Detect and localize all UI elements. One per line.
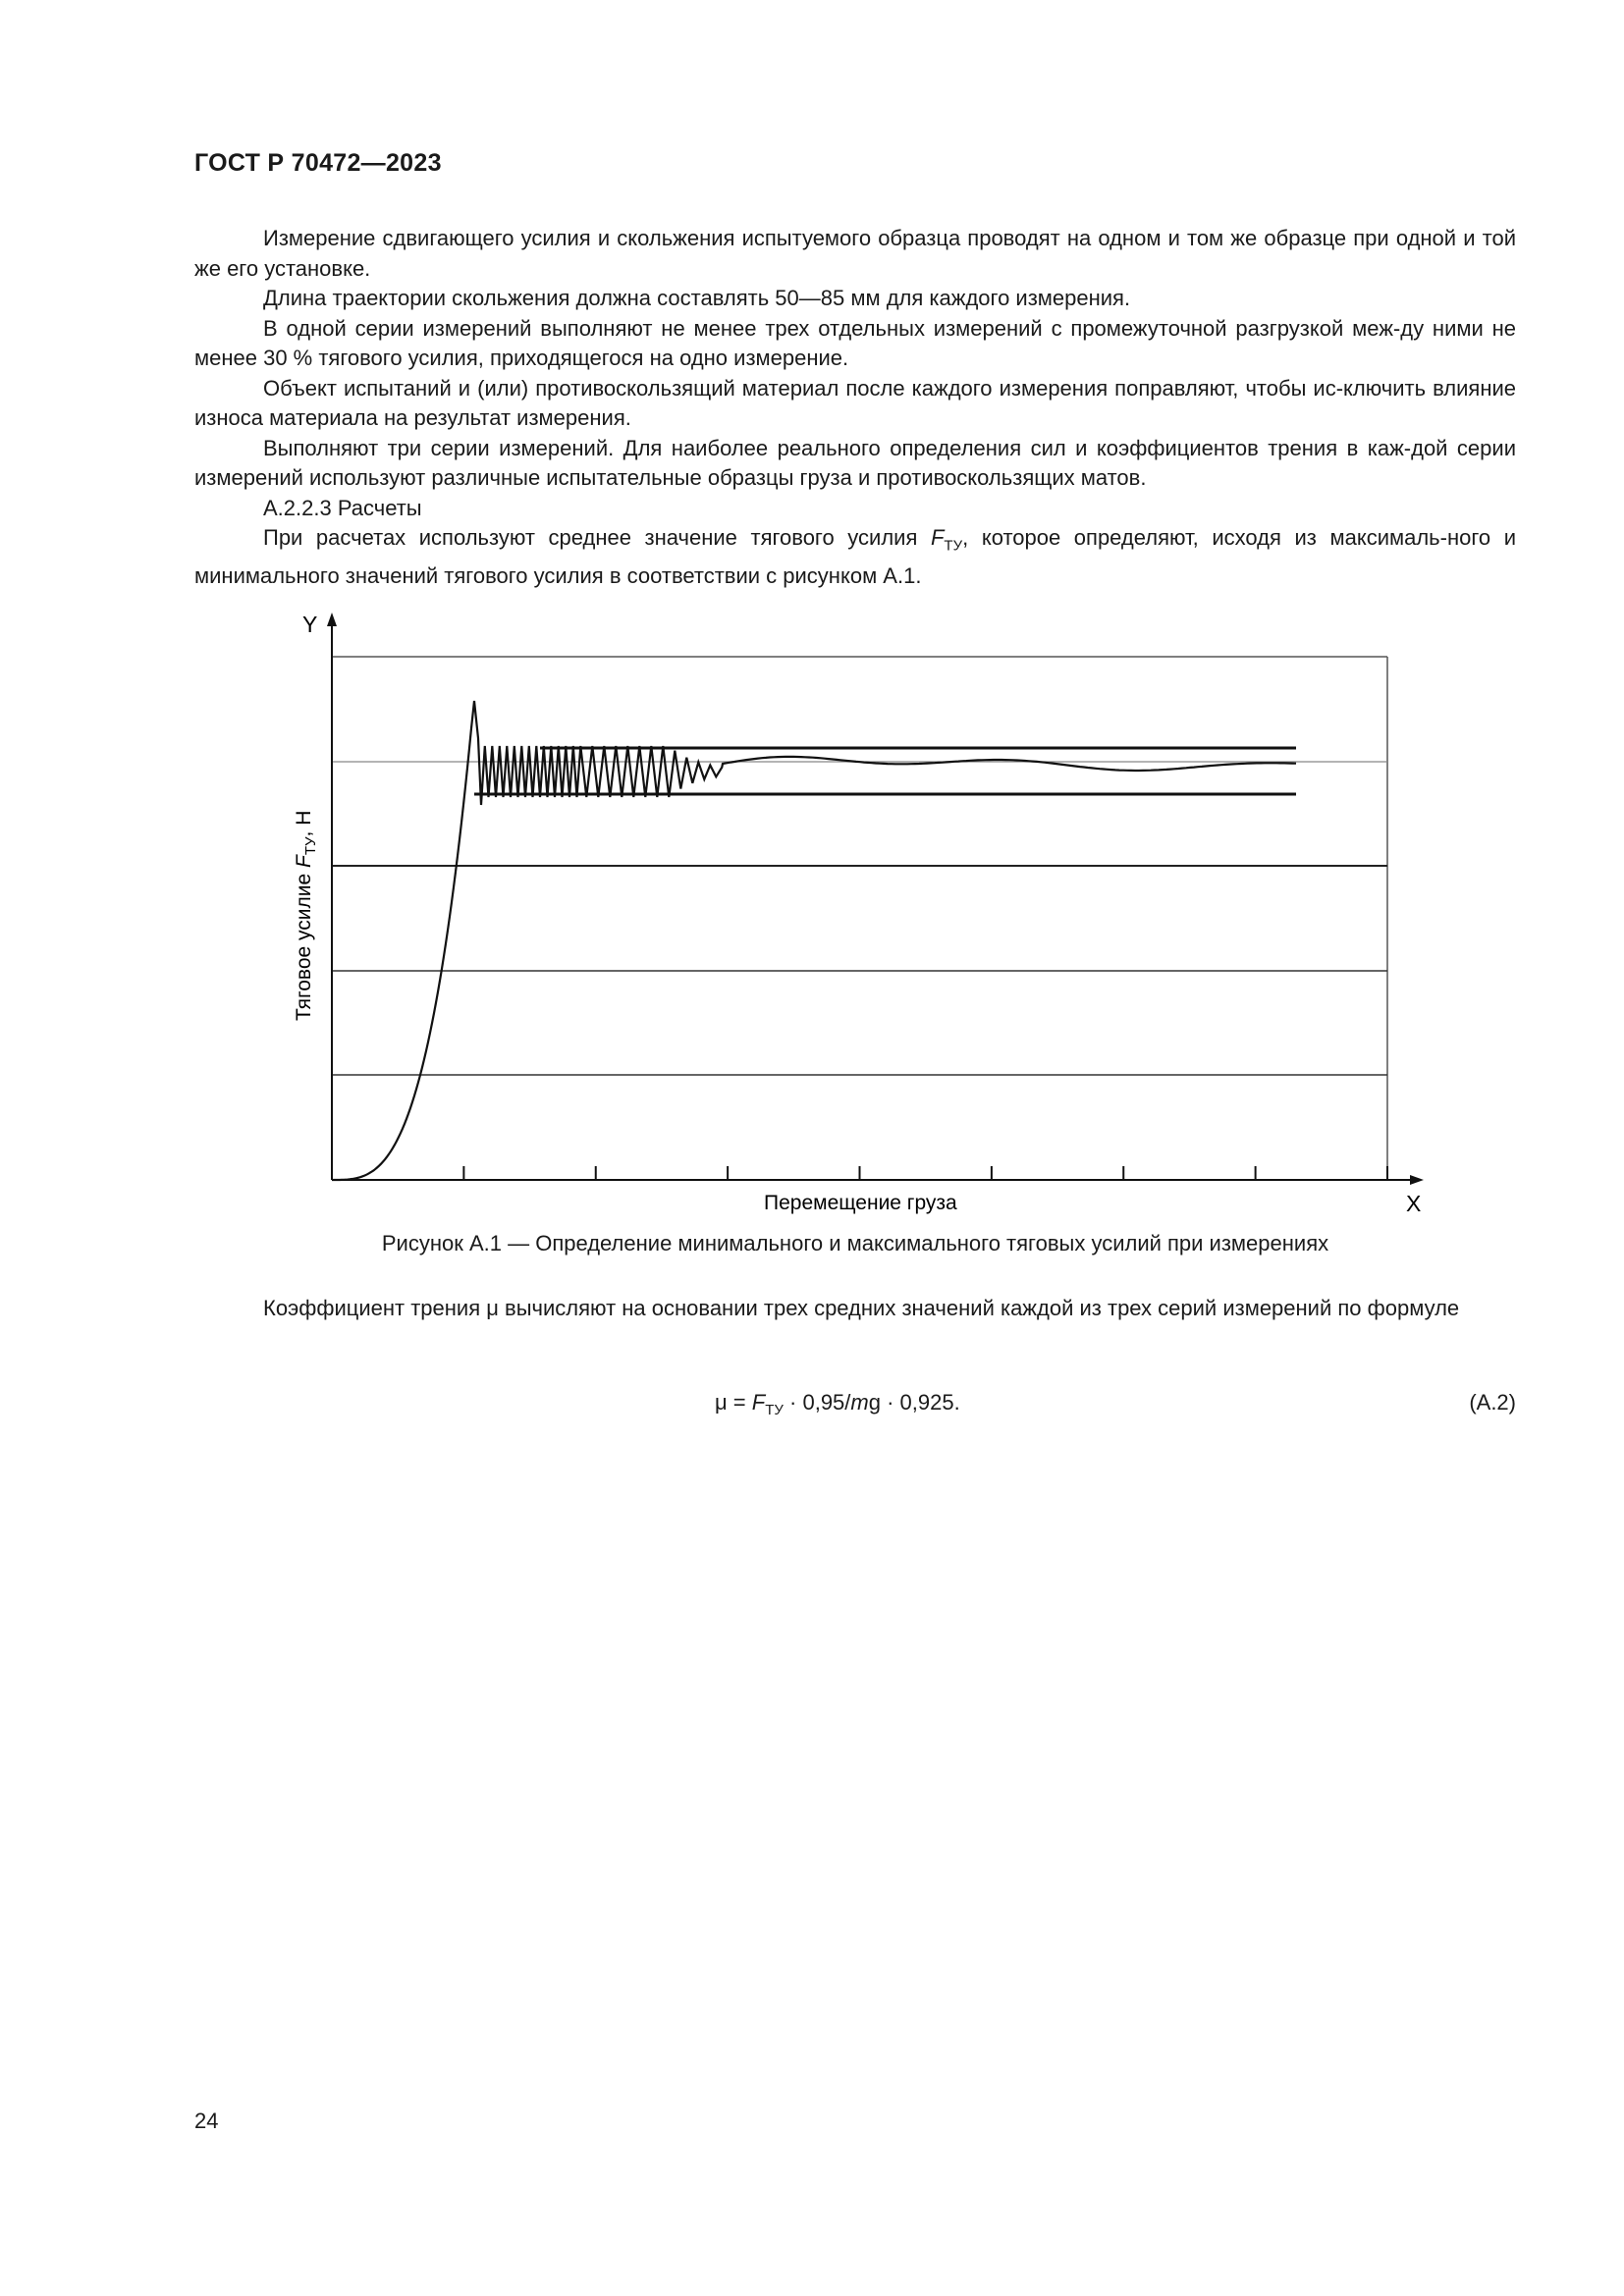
after-text xyxy=(194,1294,1516,1324)
equation-number: (А.2) xyxy=(1469,1390,1516,1415)
paragraph-text: , которое определяют, исходя из максималь-ного и минимального значений тягового усилия в соответствии с рисунком А.1. xyxy=(194,525,1516,588)
page-number: 24 xyxy=(194,2109,219,2133)
formula-f-sub: ТУ xyxy=(765,1402,784,1418)
y-label-suffix: , Н xyxy=(293,810,315,837)
paragraph-text: вычисляют на основании трех средних значений каждой из трех серий измерений по формуле xyxy=(498,1296,1460,1320)
formula-f: F xyxy=(751,1390,766,1415)
y-label-prefix: Тяговое усилие xyxy=(293,867,315,1021)
paragraph-text: Коэффициент трения xyxy=(263,1296,487,1320)
formula-m: m xyxy=(850,1390,869,1415)
paragraph xyxy=(194,523,1516,591)
paragraph: Объект испытаний и (или) противоскользящий материал после каждого измерения поправляют, чтобы ис-ключить влияние износа материала на результат измерения. xyxy=(194,375,1516,430)
formula xyxy=(715,1390,960,1418)
x-axis-letter: X xyxy=(1406,1191,1422,1216)
figure-caption: Рисунок А.1 — Определение минимального и максимального тяговых усилий при измерениях xyxy=(381,1231,1329,1255)
symbol-f: F xyxy=(930,525,945,550)
paragraph xyxy=(194,1294,1516,1324)
y-axis-letter: Y xyxy=(302,612,318,637)
paragraph: Измерение сдвигающего усилия и скольжения испытуемого образца проводят на одном и том же образце при одной и той же его установке. xyxy=(194,226,1516,281)
force-curve xyxy=(332,701,1296,1180)
paragraph: В одной серии измерений выполняют не менее трех отдельных измерений с промежуточной разгрузкой меж-ду ними не менее 30 % тягового усилия, приходящегося на одно измерение. xyxy=(194,315,1516,370)
y-label-symbol: F xyxy=(293,855,315,868)
x-axis-arrow xyxy=(1410,1175,1424,1185)
paragraph: Длина траектории скольжения должна составлять 50—85 мм для каждого измерения. xyxy=(263,286,1131,310)
paragraph: Выполняют три серии измерений. Для наиболее реального определения сил и коэффициентов трения в каж-дой серии измерений используют различные испытательные образцы груза и противоскользящих матов. xyxy=(194,435,1516,490)
symbol-sub: ТУ xyxy=(944,537,963,555)
mu-symbol: μ xyxy=(486,1296,499,1320)
body-text xyxy=(194,224,1516,591)
formula-row xyxy=(194,1390,1516,1423)
document-header: ГОСТ Р 70472—2023 xyxy=(194,149,442,177)
y-axis-label xyxy=(293,811,319,1021)
y-axis-arrow xyxy=(327,613,337,626)
formula-middle: · 0,95/ xyxy=(783,1390,851,1415)
section-heading: А.2.2.3 Расчеты xyxy=(263,495,422,520)
friction-chart xyxy=(285,611,1434,1219)
y-label-sub: ТУ xyxy=(302,836,319,856)
x-axis-label: Перемещение груза xyxy=(764,1192,957,1214)
figure-a1 xyxy=(285,611,1434,1219)
formula-eq: = xyxy=(727,1390,752,1415)
formula-mu: μ xyxy=(715,1390,728,1415)
paragraph-text: При расчетах используют среднее значение тягового усилия xyxy=(263,525,931,550)
formula-tail: g · 0,925. xyxy=(868,1390,960,1415)
